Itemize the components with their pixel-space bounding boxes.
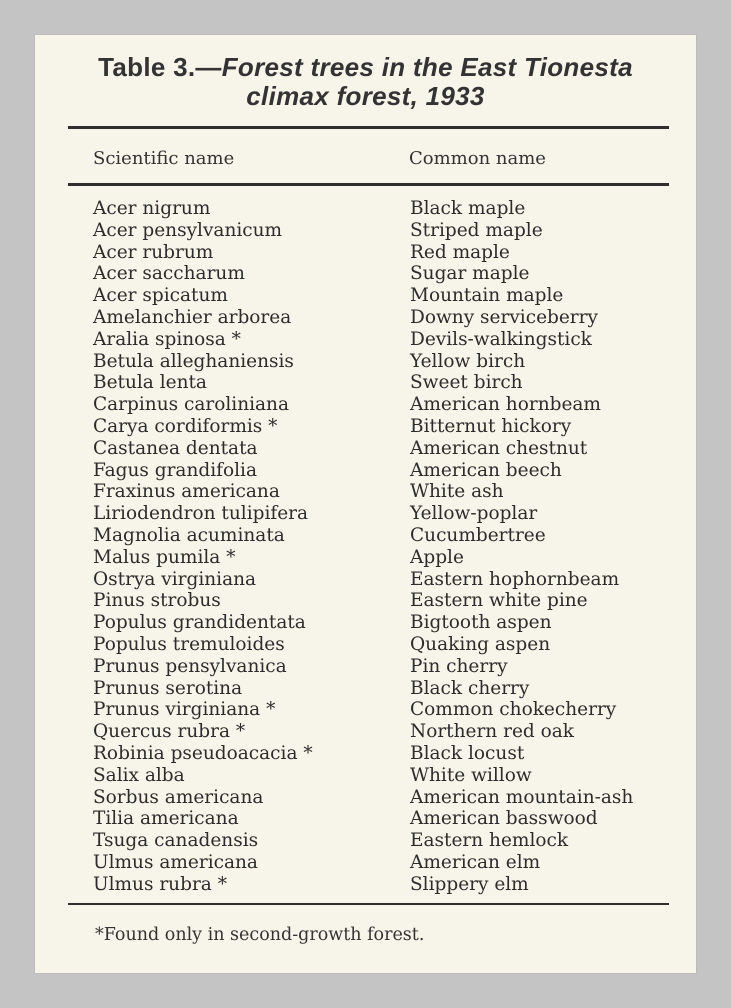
table-row xyxy=(35,263,696,285)
common-name-cell: Black cherry xyxy=(410,677,530,699)
scientific-name-cell: Magnolia acuminata xyxy=(93,524,285,546)
table-row xyxy=(35,830,696,852)
table-row xyxy=(35,438,696,460)
common-name-cell: Apple xyxy=(410,546,464,568)
common-name-cell: Slippery elm xyxy=(410,873,529,895)
table-row xyxy=(35,743,696,765)
table-row xyxy=(35,590,696,612)
common-name-cell: American basswood xyxy=(410,808,598,830)
scientific-name-cell: Acer pensylvanicum xyxy=(93,219,283,241)
title-main: Forest trees in the East Tionesta xyxy=(221,52,633,82)
table-row xyxy=(35,721,696,743)
scientific-name-cell: Tsuga canadensis xyxy=(93,830,259,852)
table-row xyxy=(35,416,696,438)
scientific-name-cell: Carpinus caroliniana xyxy=(93,394,290,416)
table-row xyxy=(35,242,696,264)
scientific-name-cell: Betula lenta xyxy=(93,372,207,394)
common-name-cell: Eastern hemlock xyxy=(410,830,569,852)
scientific-name-cell: Populus tremuloides xyxy=(93,633,285,655)
scientific-name-cell: Robinia pseudoacacia * xyxy=(93,742,313,764)
common-name-cell: Eastern white pine xyxy=(410,590,588,612)
scientific-name-cell: Castanea dentata xyxy=(93,437,258,459)
common-name-cell: Sugar maple xyxy=(410,263,530,285)
table-row xyxy=(35,612,696,634)
table-row xyxy=(35,503,696,525)
common-name-cell: Striped maple xyxy=(410,219,543,241)
title-prefix: Table 3.— xyxy=(98,52,222,82)
scientific-name-cell: Acer saccharum xyxy=(93,263,245,285)
table-row xyxy=(35,808,696,830)
common-name-cell: Quaking aspen xyxy=(410,633,551,655)
header-rule xyxy=(68,183,669,186)
common-name-cell: Yellow birch xyxy=(410,350,526,372)
table-row xyxy=(35,787,696,809)
top-rule xyxy=(68,126,669,129)
common-name-cell: Mountain maple xyxy=(410,285,564,307)
table-row xyxy=(35,525,696,547)
title-line-2: climax forest, 1933 xyxy=(246,81,485,111)
table-row xyxy=(35,852,696,874)
common-name-cell: Common chokecherry xyxy=(410,699,617,721)
header-scientific-name: Scientific name xyxy=(93,148,235,169)
scientific-name-cell: Ulmus americana xyxy=(93,851,258,873)
scientific-name-cell: Carya cordiformis * xyxy=(93,415,278,437)
scientific-name-cell: Betula alleghaniensis xyxy=(93,350,294,372)
header-common-name: Common name xyxy=(409,148,546,169)
scientific-name-cell: Tilia americana xyxy=(93,808,239,830)
table-row xyxy=(35,481,696,503)
scientific-name-cell: Salix alba xyxy=(93,764,185,786)
scientific-name-cell: Ostrya virginiana xyxy=(93,568,257,590)
common-name-cell: Black maple xyxy=(410,198,526,219)
scientific-name-cell: Fagus grandifolia xyxy=(93,459,257,481)
table-row xyxy=(35,220,696,242)
common-name-cell: Yellow-poplar xyxy=(410,503,538,525)
common-name-cell: White willow xyxy=(410,764,532,786)
scientific-name-cell: Sorbus americana xyxy=(93,786,264,808)
common-name-cell: Pin cherry xyxy=(410,655,508,677)
table-row xyxy=(35,285,696,307)
table-row xyxy=(35,351,696,373)
common-name-cell: American chestnut xyxy=(410,437,588,459)
scientific-name-cell: Acer spicatum xyxy=(93,285,228,307)
scientific-name-cell: Prunus pensylvanica xyxy=(93,655,287,677)
scientific-name-cell: Populus grandidentata xyxy=(93,612,306,634)
scientific-name-cell: Acer rubrum xyxy=(93,241,214,263)
table-row xyxy=(35,656,696,678)
common-name-cell: Bigtooth aspen xyxy=(410,612,552,634)
common-name-cell: American beech xyxy=(410,459,562,481)
common-name-cell: American hornbeam xyxy=(410,394,601,416)
table-row xyxy=(35,678,696,700)
table-row xyxy=(35,307,696,329)
document-page xyxy=(35,35,696,973)
table-row xyxy=(35,198,696,220)
scientific-name-cell: Prunus virginiana * xyxy=(93,699,276,721)
table-row xyxy=(35,874,696,896)
table-row xyxy=(35,569,696,591)
table-row xyxy=(35,547,696,569)
table-row xyxy=(35,460,696,482)
scientific-name-cell: Quercus rubra * xyxy=(93,721,246,743)
table-row xyxy=(35,765,696,787)
table-row xyxy=(35,699,696,721)
common-name-cell: Downy serviceberry xyxy=(410,306,598,328)
common-name-cell: Devils-walkingstick xyxy=(410,328,592,350)
common-name-cell: Cucumbertree xyxy=(410,524,546,546)
table-row xyxy=(35,634,696,656)
common-name-cell: American mountain-ash xyxy=(410,786,634,808)
common-name-cell: Red maple xyxy=(410,241,510,263)
scientific-name-cell: Amelanchier arborea xyxy=(93,306,292,328)
scientific-name-cell: Aralia spinosa * xyxy=(93,328,241,350)
table-row xyxy=(35,329,696,351)
table-row xyxy=(35,394,696,416)
scientific-name-cell: Pinus strobus xyxy=(93,590,221,612)
table-body xyxy=(35,198,696,896)
scientific-name-cell: Malus pumila * xyxy=(93,546,236,568)
table-row xyxy=(35,372,696,394)
scientific-name-cell: Liriodendron tulipifera xyxy=(93,503,309,525)
scientific-name-cell: Ulmus rubra * xyxy=(93,873,227,895)
scientific-name-cell: Fraxinus americana xyxy=(93,481,280,503)
common-name-cell: American elm xyxy=(410,851,541,873)
common-name-cell: Northern red oak xyxy=(410,721,574,743)
common-name-cell: Eastern hophornbeam xyxy=(410,568,620,590)
common-name-cell: Black locust xyxy=(410,742,525,764)
common-name-cell: Sweet birch xyxy=(410,372,523,394)
title-line-1 xyxy=(35,53,696,82)
bottom-rule xyxy=(68,903,669,905)
footnote: *Found only in second-growth forest. xyxy=(95,925,425,945)
table-title xyxy=(35,53,696,111)
scientific-name-cell: Acer nigrum xyxy=(93,198,211,219)
common-name-cell: Bitternut hickory xyxy=(410,415,572,437)
common-name-cell: White ash xyxy=(410,481,504,503)
scientific-name-cell: Prunus serotina xyxy=(93,677,243,699)
